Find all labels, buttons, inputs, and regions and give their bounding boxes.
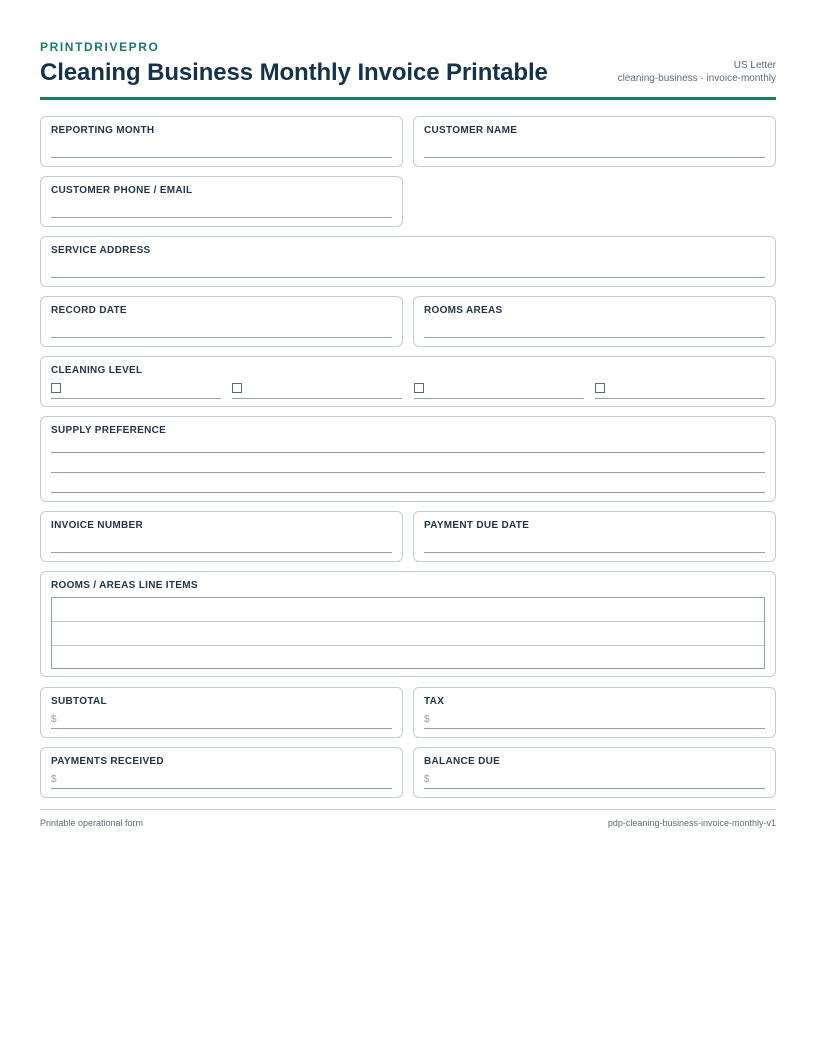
subtotal-line[interactable] xyxy=(51,728,392,729)
record-date-line[interactable] xyxy=(51,337,392,338)
header-rule xyxy=(40,97,776,100)
supply-preference-line-3[interactable] xyxy=(51,492,765,493)
rooms-areas-field[interactable] xyxy=(413,296,776,347)
payments-received-field[interactable] xyxy=(40,747,403,798)
balance-due-currency: $ xyxy=(424,774,430,785)
tax-currency: $ xyxy=(424,714,430,725)
table-row[interactable] xyxy=(52,598,764,622)
customer-phone-email-label: CUSTOMER PHONE / EMAIL xyxy=(51,185,193,196)
checkbox-icon[interactable] xyxy=(232,383,242,393)
tax-label: TAX xyxy=(424,696,445,707)
service-address-line[interactable] xyxy=(51,277,765,278)
payment-due-date-line[interactable] xyxy=(424,552,765,553)
customer-name-field[interactable] xyxy=(413,116,776,167)
reporting-month-label: REPORTING MONTH xyxy=(51,125,155,136)
line-items-section xyxy=(40,571,776,677)
reporting-month-field[interactable] xyxy=(40,116,403,167)
cleaning-level-field xyxy=(40,356,776,407)
payments-received-label: PAYMENTS RECEIVED xyxy=(51,756,164,767)
footer-rule xyxy=(40,809,776,810)
invoice-number-label: INVOICE NUMBER xyxy=(51,520,143,531)
supply-preference-line-1[interactable] xyxy=(51,452,765,453)
cleaning-level-option-1[interactable] xyxy=(51,383,221,399)
checkbox-icon[interactable] xyxy=(414,383,424,393)
customer-phone-email-field[interactable] xyxy=(40,176,403,227)
balance-due-field[interactable] xyxy=(413,747,776,798)
page-meta xyxy=(618,59,776,85)
reporting-month-line[interactable] xyxy=(51,157,392,158)
cleaning-level-option-4[interactable] xyxy=(595,383,765,399)
rooms-areas-line[interactable] xyxy=(424,337,765,338)
tax-field[interactable] xyxy=(413,687,776,738)
service-address-field[interactable] xyxy=(40,236,776,287)
table-row[interactable] xyxy=(52,646,764,670)
record-date-label: RECORD DATE xyxy=(51,305,127,316)
customer-phone-email-line[interactable] xyxy=(51,217,392,218)
customer-name-line[interactable] xyxy=(424,157,765,158)
service-address-label: SERVICE ADDRESS xyxy=(51,245,151,256)
paper-size: US Letter xyxy=(733,60,776,71)
subtotal-currency: $ xyxy=(51,714,57,725)
invoice-number-field[interactable] xyxy=(40,511,403,562)
payment-due-date-label: PAYMENT DUE DATE xyxy=(424,520,530,531)
line-items-table xyxy=(51,597,765,669)
cleaning-level-option-2[interactable] xyxy=(232,383,402,399)
checkbox-icon[interactable] xyxy=(51,383,61,393)
document-tags: cleaning-business · invoice-monthly xyxy=(617,73,776,84)
tax-line[interactable] xyxy=(424,728,765,729)
balance-due-label: BALANCE DUE xyxy=(424,756,501,767)
payments-received-line[interactable] xyxy=(51,788,392,789)
payment-due-date-field[interactable] xyxy=(413,511,776,562)
cleaning-level-label: CLEANING LEVEL xyxy=(51,365,143,376)
payments-received-currency: $ xyxy=(51,774,57,785)
footer-left-text: Printable operational form xyxy=(40,818,144,828)
supply-preference-line-2[interactable] xyxy=(51,472,765,473)
customer-name-label: CUSTOMER NAME xyxy=(424,125,518,136)
record-date-field[interactable] xyxy=(40,296,403,347)
checkbox-icon[interactable] xyxy=(595,383,605,393)
invoice-number-line[interactable] xyxy=(51,552,392,553)
rooms-areas-label: ROOMS AREAS xyxy=(424,305,503,316)
line-items-label: ROOMS / AREAS LINE ITEMS xyxy=(51,580,198,591)
page-title: Cleaning Business Monthly Invoice Printable xyxy=(40,59,548,86)
supply-preference-field[interactable] xyxy=(40,416,776,502)
supply-preference-label: SUPPLY PREFERENCE xyxy=(51,425,167,436)
balance-due-line[interactable] xyxy=(424,788,765,789)
footer-form-id: pdp-cleaning-business-invoice-monthly-v1 xyxy=(607,818,776,828)
cleaning-level-option-3[interactable] xyxy=(414,383,584,399)
subtotal-label: SUBTOTAL xyxy=(51,696,107,707)
brand-logo: PRINTDRIVEPRO xyxy=(40,40,160,54)
subtotal-field[interactable] xyxy=(40,687,403,738)
table-row[interactable] xyxy=(52,622,764,646)
